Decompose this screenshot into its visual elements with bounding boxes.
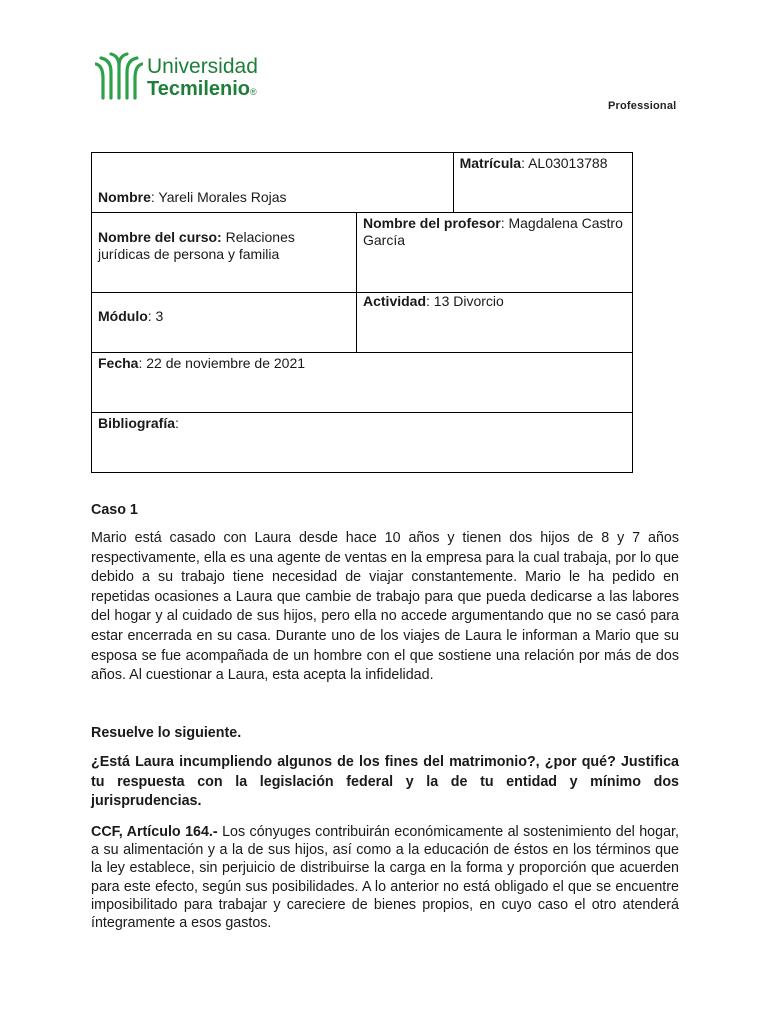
bibliografia-field: Bibliografía:: [98, 415, 179, 431]
caso-title: Caso 1: [91, 502, 138, 518]
logo-line-tecmilenio: Tecmilenio®: [147, 78, 257, 100]
question-paragraph: ¿Está Laura incumpliendo algunos de los fines del matrimonio?, ¿por qué? Justifica tu respuesta con la legislación federal y la de tu entidad y mínimo dos jurisprudencias.: [91, 754, 679, 810]
actividad-cell: [357, 293, 633, 353]
curso-field: Nombre del curso: Relaciones jurídicas de persona y familia: [98, 229, 295, 262]
modulo-field: Módulo: 3: [98, 308, 164, 324]
university-logo: [95, 52, 285, 102]
resuelve-heading: Resuelve lo siguiente.: [91, 725, 242, 741]
actividad-field: Actividad: 13 Divorcio: [363, 293, 504, 309]
fecha-cell: [92, 353, 633, 413]
profesor-cell: [357, 213, 633, 293]
tecmilenio-leaf-icon: [95, 52, 143, 100]
matricula-field: Matrícula: AL03013788: [459, 155, 608, 171]
article-text: Los cónyuges contribuirán económicamente al sostenimiento del hogar, a su alimentación y a la de sus hijos, así como a la educación de éstos en los términos que la ley establece, sin perjuicio de distribuirse la carga en la forma y proporción que acuerden para este efecto, según sus posibilidades. A lo anterior no está obligado el que se encuentre imposibilitado para trabajar y careciere de bienes propios, en cuyo caso el otro atenderá íntegramente a esos gastos.: [91, 824, 679, 932]
curso-cell: [92, 213, 357, 293]
matricula-cell: [453, 153, 632, 213]
student-info-table: [91, 152, 633, 473]
article-label: CCF, Artículo 164.-: [91, 824, 218, 840]
caso-paragraph: Mario está casado con Laura desde hace 10 años y tienen dos hijos de 8 y 7 años respectivamente, ella es una agente de ventas en la empresa para la cual trabaja, por lo que debido a su trabajo tiene necesidad de viajar constantemente. Mario le ha pedido en repetidas ocasiones a Laura que cambie de trabajo para que pueda dedicarse a las labores del hogar y al cuidado de sus hijos, pero ella no accede argumentando que no se casó para estar encerrada en su casa. Durante uno de los viajes de Laura le informan a Mario que su esposa se fue acompañada de un hombre con el que sostiene una relación por más de dos años. Al cuestionar a Laura, esta acepta la infidelidad.: [91, 530, 679, 684]
logo-line-universidad: Universidad: [147, 55, 258, 78]
profesor-field: Nombre del profesor: Magdalena Castro García: [363, 215, 623, 248]
professional-tag: Professional: [608, 100, 677, 112]
bibliografia-cell: [92, 413, 633, 473]
fecha-field: Fecha: 22 de noviembre de 2021: [98, 355, 306, 371]
nombre-field: Nombre: Yareli Morales Rojas: [98, 189, 287, 205]
modulo-cell: [92, 293, 357, 353]
nombre-cell: [92, 153, 454, 213]
article-paragraph: [91, 823, 679, 932]
